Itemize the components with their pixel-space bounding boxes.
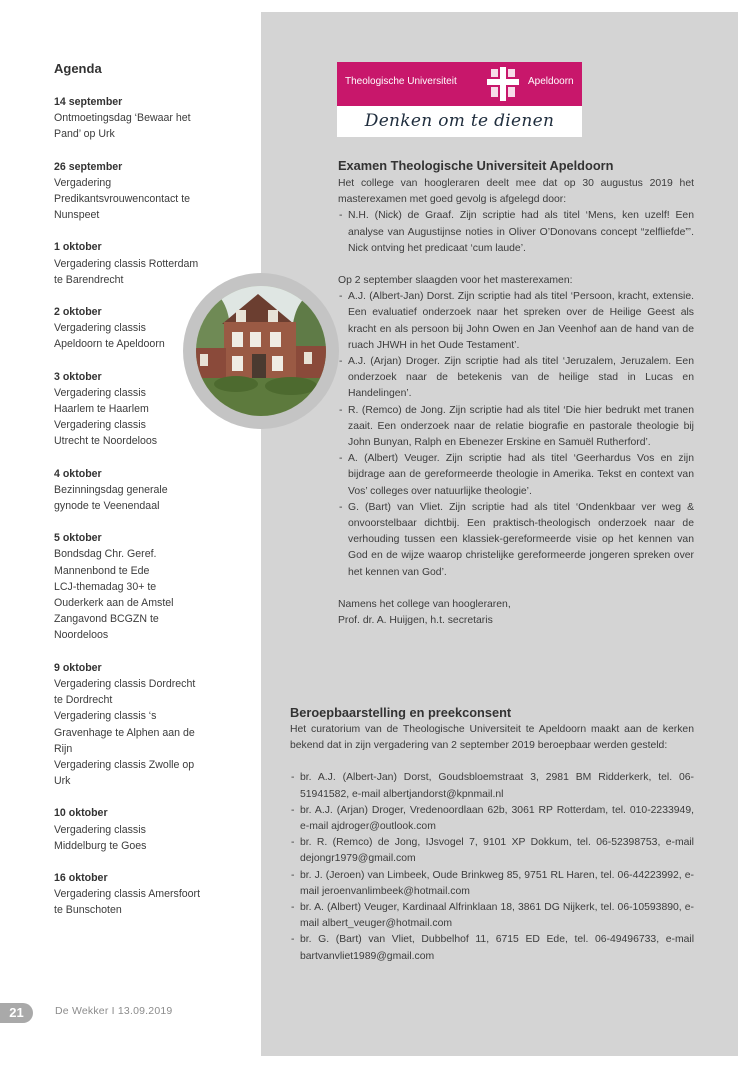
agenda-event-line: Bezinningsdag generale — [54, 483, 168, 496]
agenda-date: 5 oktober — [54, 532, 102, 545]
candidate-item: - br. J. (Jeroen) van Limbeek, Oude Brinkweg 85, 9751 RL Haren, tel. 06-44223992, e-mail jeroenvanlimbeek@hotmail.com — [290, 868, 694, 900]
beroep-article — [290, 705, 694, 965]
agenda-event-line: Vergadering classis Rotterdam — [54, 257, 199, 270]
logo-city-text: Apeldoorn — [528, 76, 574, 87]
footer-publication: De Wekker I 13.09.2019 — [55, 1005, 173, 1017]
exam-title: Examen Theologische Universiteit Apeldoorn — [338, 158, 614, 173]
beroep-list — [290, 770, 694, 964]
exam-graduate-item: - R. (Remco) de Jong. Zijn scriptie had als titel ‘Die hier bedrukt met tranen zaait. Een onderzoek naar de relatie biografie en pastorale theologie bij John Bunyan, Ralph en Ebenezer Erskine en Samuël Rutherford’. — [338, 403, 694, 452]
exam-graduate-item: - G. (Bart) van Vliet. Zijn scriptie had als titel ‘Ondenkbaar ver weg & onvoorstelbaar dichtbij. Een praktisch-theologisch onderzoek naar de verhouding tussen een klassiek-gereformeerde visie op het kennen van God en de wijze waarop christelijke gereformeerde jongeren spreken over het kennen van God’. — [338, 500, 694, 581]
exam-article — [338, 158, 694, 629]
exam-second-list — [338, 289, 694, 581]
agenda-item — [54, 805, 254, 854]
agenda-event-line: te Dordrecht — [54, 694, 113, 707]
agenda-event-line: Vergadering classis — [54, 823, 146, 836]
agenda-event-line: Vergadering classis — [54, 419, 146, 432]
agenda-list — [54, 94, 254, 919]
exam-graduate-item: - N.H. (Nick) de Graaf. Zijn scriptie had als titel ‘Mens, ken uzelf! Een analyse van Augustijnse noties in Oliver O’Donovans concept “zelfliefde”’. Nick ontving het predicaat ‘cum laude’. — [338, 208, 694, 257]
agenda-event-line: Vergadering classis Amersfoort — [54, 888, 201, 901]
candidate-item: - br. A. (Albert) Veuger, Kardinaal Alfrinklaan 18, 3861 DG Nijkerk, tel. 06-10593890, e-mail albert_veuger@hotmail.com — [290, 900, 694, 932]
agenda-date: 10 oktober — [54, 807, 108, 820]
agenda-event-line: Mannenbond te Ede — [54, 564, 150, 577]
agenda-event-line: te Barendrecht — [54, 273, 124, 286]
agenda-event-line: Urk — [54, 775, 71, 788]
beroep-title: Beroepbaarstelling en preekconsent — [290, 705, 512, 720]
agenda-item — [54, 94, 254, 143]
exam-intro: Het college van hoogleraren deelt mee dat op 30 augustus 2019 het masterexamen met goed gevolg is afgelegd door: — [338, 178, 694, 206]
agenda-event-line: Ontmoetingsdag ‘Bewaar het — [54, 112, 191, 125]
agenda-event-line: Nunspeet — [54, 209, 100, 222]
exam-second-intro: Op 2 september slaagden voor het masterexamen: — [338, 275, 573, 287]
exam-closing-line-2: Prof. dr. A. Huijgen, h.t. secretaris — [338, 615, 493, 627]
university-logo — [337, 62, 582, 137]
agenda-date: 14 september — [54, 96, 123, 108]
agenda-item — [54, 530, 254, 643]
agenda-event-line: LCJ-themadag 30+ te — [54, 580, 157, 593]
page-number-badge: 21 — [0, 1003, 33, 1023]
agenda-event-line: Apeldoorn te Apeldoorn — [54, 338, 165, 351]
agenda-date: 16 oktober — [54, 871, 108, 884]
building-photo — [196, 286, 326, 416]
agenda-event-line: Noordeloos — [54, 629, 109, 642]
agenda-item — [54, 870, 254, 919]
candidate-item: - br. A.J. (Albert-Jan) Dorst, Goudsbloemstraat 3, 2981 BM Ridderkerk, tel. 06-51941582, e-mail albertjandorst@kpnmail.nl — [290, 770, 694, 802]
agenda-event-line: Ouderkerk aan de Amstel — [54, 597, 174, 610]
agenda-date: 1 oktober — [54, 241, 102, 254]
agenda-event-line: Middelburg te Goes — [54, 839, 147, 852]
agenda-event-line: te Bunschoten — [54, 904, 122, 917]
logo-university-text: Theologische Universiteit — [345, 76, 457, 87]
candidate-item: - br. R. (Remco) de Jong, IJsvogel 7, 9101 XP Dokkum, tel. 06-52398753, e-mail dejongr1979@gmail.com — [290, 835, 694, 867]
agenda-item — [54, 660, 254, 790]
agenda-event-line: Pand’ op Urk — [54, 128, 115, 141]
agenda-date: 3 oktober — [54, 370, 102, 383]
agenda-event-line: Vergadering classis — [54, 322, 146, 335]
agenda-date: 26 september — [54, 160, 123, 173]
exam-graduate-item: - A. (Albert) Veuger. Zijn scriptie had als titel ‘Geerhardus Vos en zijn bijdrage aan de gereformeerde theologie in Amerika. Tekst en context van Vos’ colleges over natuurlijke theologie’. — [338, 451, 694, 500]
agenda-date: 9 oktober — [54, 661, 102, 674]
agenda-event-line: Vergadering classis — [54, 386, 146, 399]
agenda-item — [54, 466, 254, 515]
agenda-event-line: gynode te Veenendaal — [54, 500, 160, 513]
agenda-event-line: Bondsdag Chr. Geref. — [54, 548, 157, 561]
candidate-item: - br. A.J. (Arjan) Droger, Vredenoordlaan 62b, 3061 RP Rotterdam, tel. 010-2233949, e-mail ajdroger@outlook.com — [290, 803, 694, 835]
agenda-event-line: Vergadering classis ‘s — [54, 710, 157, 723]
agenda-date: 2 oktober — [54, 306, 102, 319]
exam-first-list — [338, 208, 694, 257]
agenda-date: 4 oktober — [54, 467, 102, 480]
exam-graduate-item: - A.J. (Arjan) Droger. Zijn scriptie had als titel ‘Jeruzalem, Jeruzalem. Een onderzoek naar de betekenis van de heilige stad in Lucas en Handelingen’. — [338, 354, 694, 403]
agenda-column — [54, 61, 254, 935]
cross-emblem-icon — [483, 64, 523, 104]
logo-slogan: Denken om te dienen — [364, 111, 555, 131]
agenda-event-line: Zangavond BCGZN te — [54, 613, 159, 626]
agenda-title: Agenda — [54, 61, 102, 76]
agenda-event-line: Haarlem te Haarlem — [54, 403, 149, 416]
candidate-item: - br. G. (Bart) van Vliet, Dubbelhof 11, 6715 ED Ede, tel. 06-49496733, e-mail bartvanvliet1989@gmail.com — [290, 932, 694, 964]
building-illustration — [196, 286, 326, 416]
agenda-event-line: Vergadering — [54, 176, 112, 189]
agenda-event-line: Vergadering classis Zwolle op — [54, 758, 195, 771]
agenda-event-line: Rijn — [54, 742, 73, 755]
agenda-item — [54, 159, 254, 224]
beroep-intro: Het curatorium van de Theologische Universiteit te Apeldoorn maakt aan de kerken bekend dat in zijn vergadering van 2 september 2019 beroepbaar werden gesteld: — [290, 724, 694, 752]
agenda-item — [54, 239, 254, 288]
agenda-event-line: Gravenhage te Alphen aan de — [54, 726, 195, 739]
agenda-event-line: Vergadering classis Dordrecht — [54, 677, 196, 690]
agenda-event-line: Predikantsvrouwencontact te — [54, 193, 191, 206]
exam-closing-line-1: Namens het college van hoogleraren, — [338, 598, 511, 610]
exam-graduate-item: - A.J. (Albert-Jan) Dorst. Zijn scriptie had als titel ‘Persoon, kracht, extensie. Een evaluatief onderzoek naar het spreken over de Heilige Geest als kracht en als persoon bij John Owen en Jan Veenhof aan de hand van de ruach JHWH in het Oude Testament’. — [338, 289, 694, 354]
agenda-event-line: Utrecht te Noordeloos — [54, 435, 158, 448]
